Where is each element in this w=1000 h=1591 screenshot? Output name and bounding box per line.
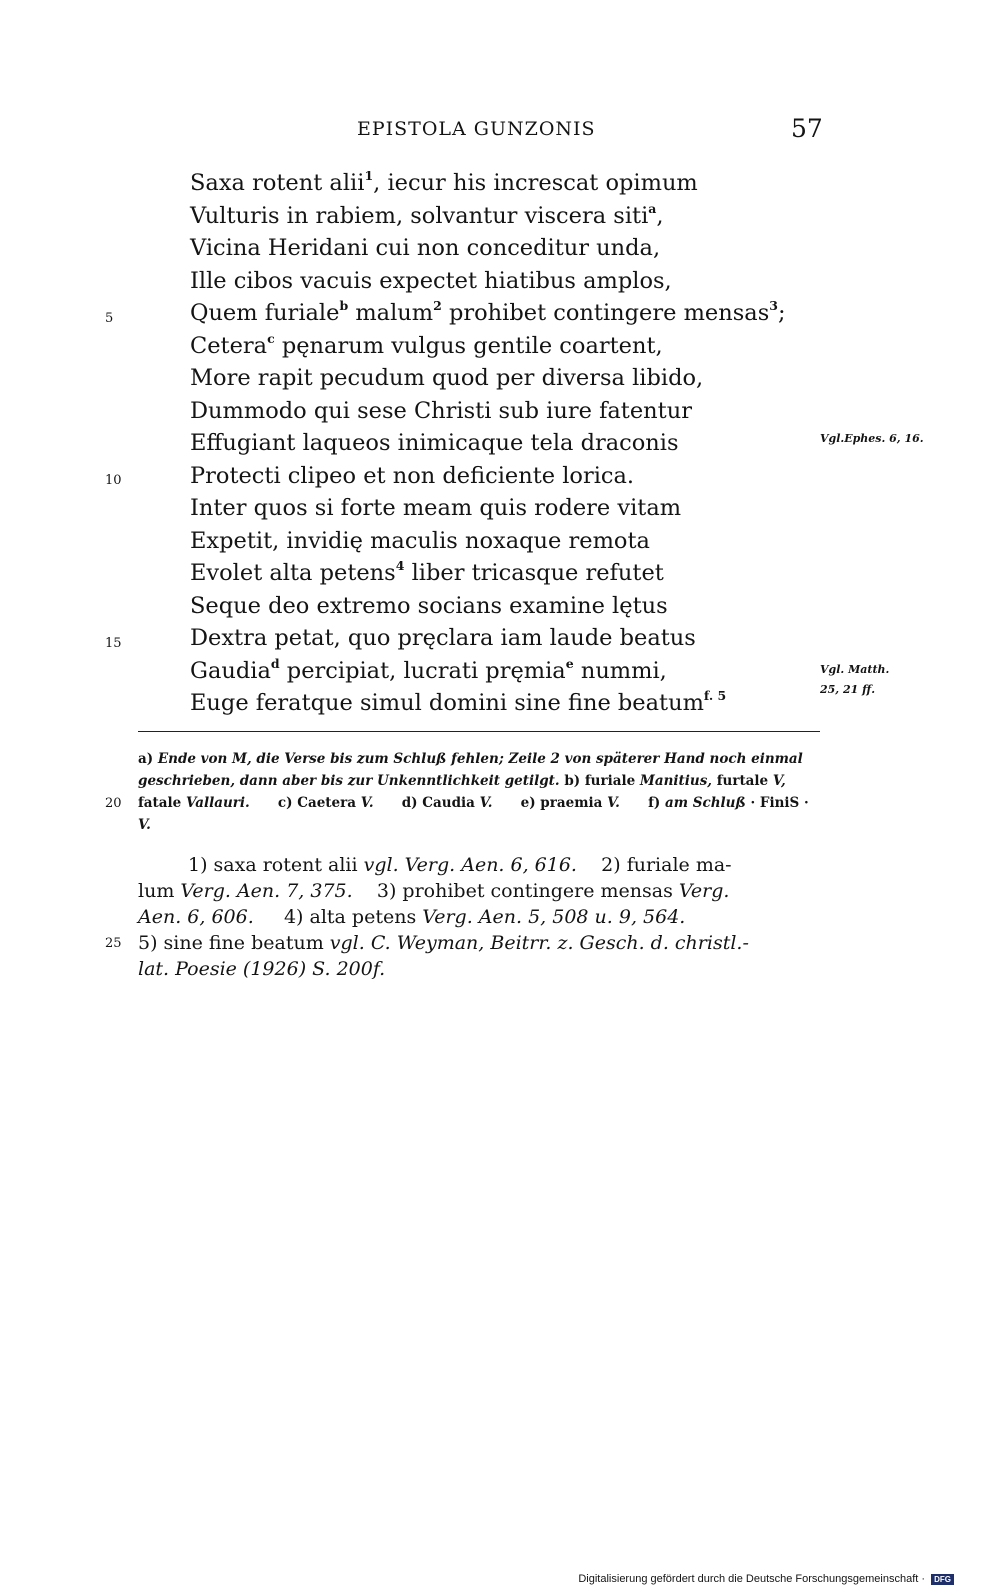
verse-text: Vulturis in rabiem, solvantur viscera siti — [190, 202, 649, 229]
note-5-ref-cont: lat. Poesie (1926) S. 200f. — [138, 958, 386, 980]
apparatus-f-witness: V. — [138, 817, 151, 833]
verse-footnote-marker: 1 — [364, 168, 374, 183]
verse-line — [190, 527, 650, 554]
verse-line — [190, 627, 696, 650]
verse-footnote-marker: a — [648, 200, 657, 216]
apparatus-a-text: Ende von M, die Verse bis zum Schluß fehlen; Zeile 2 von späterer Hand noch einmal geschrieben, dann aber bis zur Unkenntlichkeit getilgt. — [138, 751, 803, 789]
note-5-text: 5) sine fine beatum — [138, 932, 324, 954]
line-number-10: 10 — [105, 473, 122, 488]
verse-line — [190, 330, 663, 359]
note-line-1 — [138, 852, 820, 878]
verse-footnote-marker: 3 — [769, 298, 778, 313]
verse-footnote-marker: 4 — [395, 558, 405, 573]
source-notes — [138, 852, 820, 982]
verse-text: , — [656, 202, 664, 229]
note-3-ref-cont: Aen. 6, 606. — [138, 906, 254, 928]
note-2-text: 2) furiale ma- — [601, 854, 732, 876]
verse-line — [190, 558, 664, 586]
line-number-20: 20 — [105, 796, 122, 811]
verse-line — [190, 267, 672, 294]
verse-text: Gaudia — [190, 657, 271, 684]
verse-text: Vicina Heridani cui non conceditur unda, — [190, 235, 661, 261]
verse-footnote-marker: c — [267, 330, 275, 346]
apparatus-d-witness: V. — [479, 795, 493, 811]
verse-footnote-marker: b — [339, 298, 349, 313]
verse-text: Inter quos si forte meam quis rodere vitam — [190, 495, 682, 521]
margin-note-matthew — [820, 660, 889, 700]
apparatus-f-am: am — [665, 795, 689, 811]
running-title: EPISTOLA GUNZONIS — [357, 118, 596, 140]
verse-line — [190, 497, 681, 520]
verse-text: liber tricasque refutet — [404, 560, 664, 586]
margin-note-ephesians: Vgl.Ephes. 6, 16. — [820, 432, 924, 445]
note-line-2 — [138, 878, 820, 904]
apparatus-f-finis: · FiniS · — [750, 795, 809, 811]
line-number-25: 25 — [105, 936, 122, 951]
note-1-text: 1) saxa rotent alii — [188, 854, 358, 876]
verse-text: ; — [777, 300, 786, 326]
verse-line — [190, 592, 668, 619]
verse-text: Protecti clipeo et non deficiente lorica. — [190, 462, 635, 489]
dfg-logo: DFG — [931, 1574, 954, 1585]
note-5-ref: vgl. C. Weyman, Beitrr. z. Gesch. d. christl.- — [329, 932, 749, 954]
verse-text: , iecur his increscat opimum — [373, 170, 698, 196]
verse-line — [190, 462, 635, 489]
note-line-4 — [138, 930, 820, 956]
apparatus-f-entry: f) — [648, 795, 661, 811]
apparatus-b-tag: b) furiale — [564, 773, 636, 789]
verse-text: Expetit, invidię maculis noxaque remota — [190, 527, 650, 554]
note-1-ref: vgl. Verg. Aen. 6, 616. — [363, 854, 577, 876]
digitization-credit — [578, 1573, 954, 1585]
verse-text: pęnarum vulgus gentile coartent, — [274, 332, 663, 359]
note-2-ref: Verg. Aen. 7, 375. — [180, 880, 353, 902]
apparatus-b-source: Manitius, — [639, 773, 712, 789]
credit-text: Digitalisierung gefördert durch die Deutsche Forschungsgemeinschaft · — [578, 1573, 926, 1585]
verse-line — [190, 237, 660, 260]
verse-text: prohibet contingere mensas — [441, 300, 770, 326]
line-number-15: 15 — [105, 636, 122, 651]
note-3-text: 3) prohibet contingere mensas — [376, 880, 673, 902]
apparatus-e-witness: V. — [607, 795, 620, 811]
note-line-5 — [138, 956, 820, 982]
verse-text: Quem furiale — [190, 300, 340, 326]
verse-line — [190, 298, 786, 326]
verse-text: More rapit pecudum quod per diversa libido, — [190, 365, 704, 391]
apparatus-c-witness: V. — [360, 795, 374, 811]
verse-footnote-marker: d — [270, 655, 280, 671]
verse-text: Seque deo extremo socians examine lętus — [190, 592, 668, 619]
line-number-5: 5 — [105, 311, 114, 326]
verse-text: malum — [348, 300, 434, 326]
verse-line — [190, 655, 667, 684]
apparatus-c-entry: c) Caetera — [277, 795, 356, 811]
footnote-separator — [138, 731, 820, 732]
apparatus-b-variant: furtale — [716, 773, 769, 789]
verse-line — [190, 397, 692, 424]
note-line-3 — [138, 904, 820, 930]
apparatus-a-tag: a) — [138, 751, 154, 767]
verse-text: Euge feratque simul domini sine fine beatum — [190, 690, 704, 716]
verse-text: Cetera — [190, 332, 268, 359]
verse-line — [190, 168, 698, 196]
verse-line — [190, 200, 664, 229]
apparatus-b-vallauri: Vallauri. — [185, 795, 250, 811]
verse-text: Evolet alta petens — [190, 560, 396, 586]
verse-text: Dummodo qui sese Christi sub iure fatentur — [190, 397, 692, 424]
verse-footnote-marker: f. 5 — [703, 688, 727, 703]
verse-footnote-marker: e — [565, 655, 574, 671]
margin-note-matthew-line2: 25, 21 ff. — [820, 683, 876, 696]
apparatus-b-witness: V, — [772, 773, 786, 789]
page-number: 57 — [791, 114, 823, 143]
verse-text: percipiat, lucrati pręmia — [279, 657, 566, 684]
verse-text: Dextra petat, quo pręclara iam laude beatus — [190, 625, 696, 651]
verse-line — [190, 367, 703, 390]
verse-text: Effugiant laqueos inimicaque tela draconis — [190, 430, 679, 456]
apparatus-b-fatale: fatale — [138, 795, 182, 811]
note-3-ref: Verg. — [678, 880, 730, 902]
note-4-ref: Verg. Aen. 5, 508 u. 9, 564. — [422, 906, 686, 928]
verse-text: Saxa rotent alii — [190, 170, 365, 196]
verse-text: Ille cibos vacuis expectet hiatibus amplos, — [190, 267, 672, 294]
verse-text: nummi, — [573, 657, 667, 684]
apparatus-d-entry: d) Caudia — [401, 795, 475, 811]
critical-apparatus — [138, 748, 820, 836]
apparatus-e-entry: e) praemia — [520, 795, 603, 811]
verse-footnote-marker: 2 — [433, 298, 442, 313]
apparatus-f-schluss: Schluß — [692, 795, 746, 811]
note-4-text: 4) alta petens — [283, 906, 417, 928]
verse-line — [190, 432, 679, 455]
verse-line — [190, 688, 727, 716]
note-2-text-cont: lum — [138, 880, 175, 902]
margin-note-matthew-line1: Vgl. Matth. — [820, 663, 890, 676]
